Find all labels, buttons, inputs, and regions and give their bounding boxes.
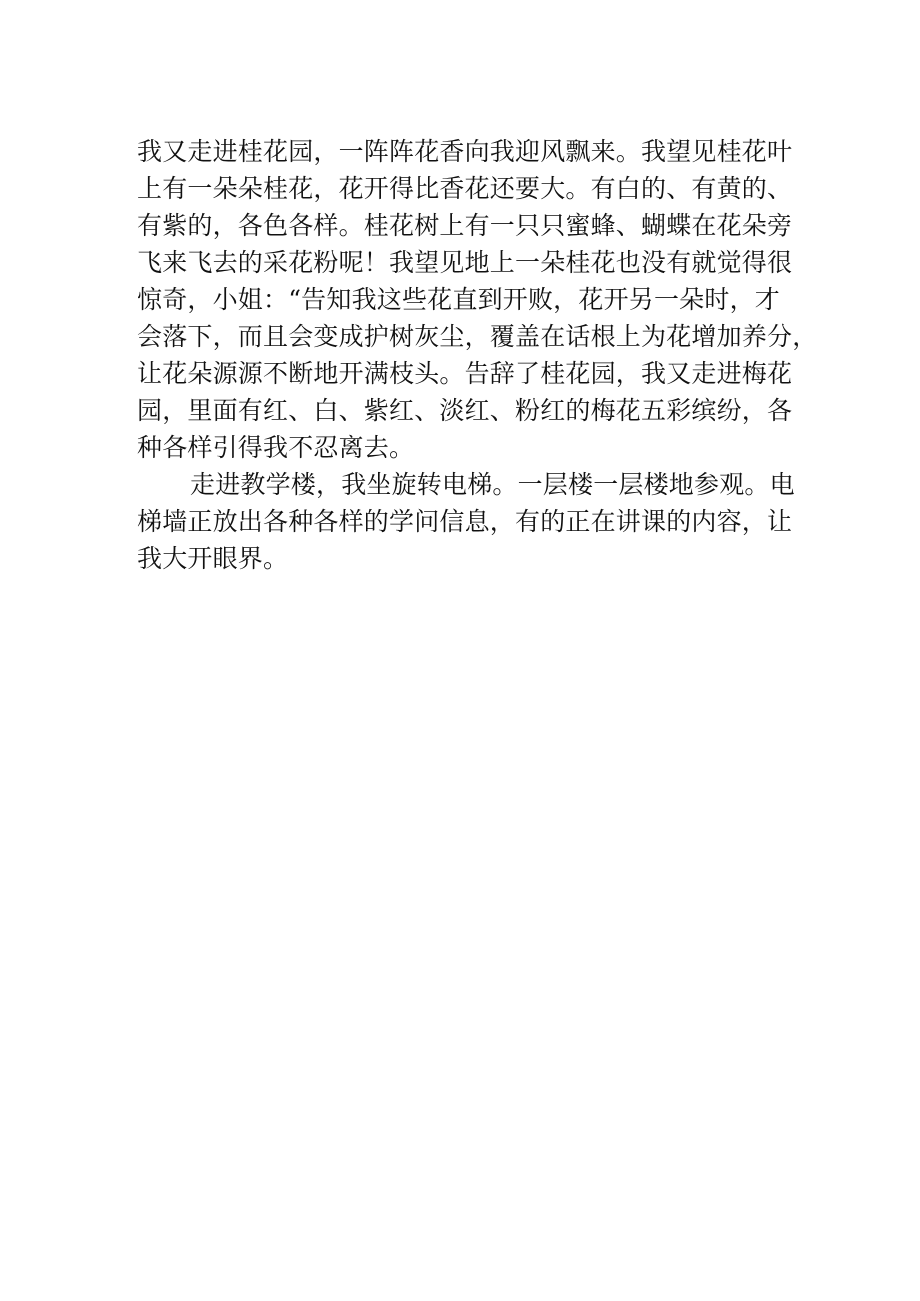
- paragraph-1: [137, 133, 818, 466]
- paragraph-line: 上有一朵朵桂花，花开得比香花还要大。有白的、有黄的、: [137, 174, 793, 203]
- paragraph-line: 梯墙正放出各种各样的学问信息，有的正在讲课的内容，让: [137, 507, 793, 536]
- paragraph-line: 种各样引得我不忍离去。: [137, 433, 415, 462]
- paragraph-line: 走进教学楼，我坐旋转电梯。一层楼一层楼地参观。电: [190, 470, 795, 499]
- paragraph-line: 有紫的，各色各样。桂花树上有一只只蜜蜂、蝴蝶在花朵旁: [137, 211, 793, 240]
- document-body: [137, 133, 818, 577]
- paragraph-line: 我又走进桂花园，一阵阵花香向我迎风飘来。我望见桂花叶: [137, 137, 793, 166]
- paragraph-2: [137, 466, 795, 577]
- paragraph-line: 园，里面有红、白、紫红、淡红、粉红的梅花五彩缤纷，各: [137, 396, 793, 425]
- paragraph-line: 我大开眼界。: [137, 544, 289, 573]
- paragraph-line: 让花朵源源不断地开满枝头。告辞了桂花园，我又走进梅花: [137, 359, 793, 388]
- paragraph-line: 会落下，而且会变成护树灰尘，覆盖在话根上为花增加养分，: [137, 322, 818, 351]
- paragraph-line: 飞来飞去的采花粉呢！我望见地上一朵桂花也没有就觉得很: [137, 248, 793, 277]
- paragraph-line: 惊奇，小姐：“告知我这些花直到开败，花开另一朵时，才: [137, 285, 780, 314]
